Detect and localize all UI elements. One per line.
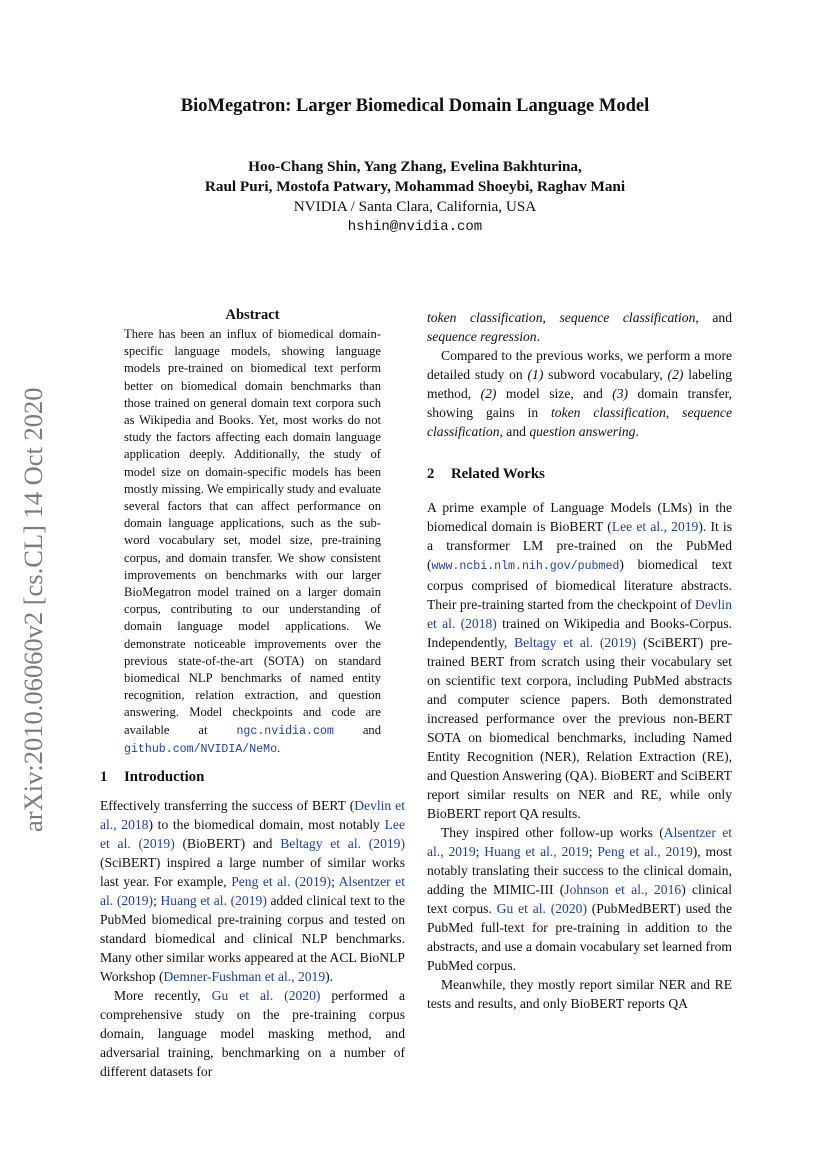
text: ) biomedical text corpus comprised of biomedical literature abstracts. Their pre-training started from the checkpoint of bbox=[427, 557, 732, 612]
citation-link[interactable]: Huang et al., 2019 bbox=[484, 844, 589, 859]
text: trained on Wikipedia and Books-Corpus. Independently, bbox=[427, 616, 733, 650]
italic-term: token classification bbox=[551, 405, 666, 420]
citation-link[interactable]: Alsentzer et al. (2019) bbox=[100, 874, 405, 909]
citation-link[interactable]: Peng et al., 2019 bbox=[597, 844, 693, 859]
text: ; bbox=[153, 893, 161, 909]
italic-term: (3) bbox=[612, 386, 629, 401]
text: added clinical text to the PubMed biomedical pre-training corpus and tested on standard biomedical and clinical NLP benchmarks. Many other similar works appeared at the ACL BioNLP Workshop ( bbox=[100, 893, 405, 985]
github-link[interactable]: github.com/NVIDIA/NeMo bbox=[124, 742, 278, 756]
text: ) to the biomedical domain, most notably bbox=[148, 817, 385, 833]
citation-link[interactable]: Devlin et al. (2018) bbox=[427, 597, 732, 631]
text: labeling method, bbox=[427, 367, 733, 401]
left-column bbox=[100, 306, 405, 1081]
text: ), most notably translating their success to the clinical domain, adding the MIMIC-III ( bbox=[427, 844, 732, 897]
text: ; bbox=[475, 844, 485, 859]
author-names-line-2: Raul Puri, Mostofa Patwary, Mohammad Shoeybi, Raghav Mani bbox=[204, 178, 626, 195]
text: (PubMedBERT) used the PubMed full-text for pre-training in addition to the abstracts, and use a domain vocabulary set learned from PubMed corpus. bbox=[427, 901, 732, 973]
text: ). It is a transformer LM pre-trained on the PubMed ( bbox=[427, 519, 733, 572]
citation-link[interactable]: Lee et al., 2019 bbox=[611, 519, 699, 534]
text: ) clinical text corpus. bbox=[427, 882, 732, 916]
citation-link[interactable]: Johnson et al., 2016 bbox=[564, 882, 682, 897]
citation-link[interactable]: Beltagy et al. (2019) bbox=[514, 635, 637, 650]
intro-paragraph-3 bbox=[427, 346, 732, 441]
section-heading-introduction bbox=[100, 768, 405, 787]
italic-term: sequence classification bbox=[427, 405, 732, 439]
author-email[interactable]: hshin@nvidia.com bbox=[347, 219, 483, 235]
text: A prime example of Language Models (LMs) in the biomedical domain is BioBERT ( bbox=[427, 500, 732, 534]
text: (SciBERT) inspired a large number of similar works last year. For example, bbox=[100, 855, 405, 890]
text: ; bbox=[331, 874, 339, 890]
italic-term: (2) bbox=[480, 386, 497, 401]
text: Meanwhile, they mostly report similar NER and RE tests and results, and only BioBERT reports QA bbox=[427, 977, 732, 1011]
text: , and bbox=[695, 310, 732, 325]
abstract-text: There has been an influx of biomedical domain-specific language models, showing language models pre-trained on biomedical text perform better on biomedical domain benchmarks than those trained on general domain text corpora such as Wikipedia and Books. Yet, most works do not study the factors affecting each domain language application deeply. Additionally, the study of model size on domain-specific models has been mostly missing. We empirically study and evaluate several factors that can affect performance on domain language applications, such as the sub-word vocabulary set, model size, pre-training corpus, and domain transfer. We show consistent improvements on benchmarks with our larger BioMegatron model trained on a larger domain corpus, contributing to our understanding of domain language model applications. We demonstrate noticeable improvements over the previous state-of-the-art (SOTA) on standard biomedical NLP benchmarks of named entity recognition, relation extraction, and question answering. Model checkpoints and code are available at bbox=[124, 327, 381, 737]
intro-paragraph-2-cont bbox=[427, 308, 732, 346]
text: . bbox=[635, 424, 639, 439]
citation-link[interactable]: Beltagy et al. (2019) bbox=[280, 836, 405, 852]
text: . bbox=[536, 329, 541, 344]
text: subword vocabulary, bbox=[543, 367, 668, 382]
text: More recently, bbox=[114, 988, 212, 1004]
italic-term: token classification bbox=[427, 310, 543, 325]
text: Effectively transferring the success of BERT ( bbox=[100, 798, 355, 814]
citation-link[interactable]: Gu et al. (2020) bbox=[496, 901, 587, 916]
ngc-link[interactable]: ngc.nvidia.com bbox=[236, 724, 334, 738]
citation-link[interactable]: Demner-Fushman et al., 2019 bbox=[163, 969, 326, 985]
citation-link[interactable]: Lee et al. (2019) bbox=[100, 817, 405, 852]
intro-paragraph-1 bbox=[100, 796, 405, 986]
citation-link[interactable]: Gu et al. (2020) bbox=[211, 988, 321, 1004]
pubmed-url-link[interactable]: www.ncbi.nlm.nih.gov/pubmed bbox=[431, 560, 620, 573]
author-names-line-1: Hoo-Chang Shin, Yang Zhang, Evelina Bakhturina, bbox=[248, 158, 582, 175]
text: They inspired other follow-up works ( bbox=[441, 825, 664, 840]
abstract-end: . bbox=[277, 740, 281, 755]
related-paragraph-1 bbox=[427, 498, 732, 823]
citation-link[interactable]: Devlin et al., 2018 bbox=[100, 798, 405, 833]
italic-term: (1) bbox=[527, 367, 544, 382]
italic-term: sequence classification bbox=[559, 310, 696, 325]
paper-title: BioMegatron: Larger Biomedical Domain Language Model bbox=[180, 96, 650, 116]
text: model size, and bbox=[496, 386, 613, 401]
text: (SciBERT) pre-trained BERT from scratch using their vocabulary set on scientific text corpora, including PubMed abstracts and computer science papers. Both demonstrated increased performance over the previous non-BERT SOTA on biomedical benchmarks, including Named Entity Recognition (NER), Relation Extraction (RE), and Question Answering (QA). BioBERT and SciBERT report similar results on NER and RE, while only BioBERT report QA results. bbox=[427, 635, 732, 821]
citation-link[interactable]: Peng et al. (2019) bbox=[231, 874, 332, 890]
citation-link[interactable]: Alsentzer et al., 2019 bbox=[427, 825, 733, 859]
text: performed a comprehensive study on the pre-training corpus domain, language model masking method, and adversarial training, benchmarking on a number of different datasets for bbox=[100, 988, 405, 1080]
section-number: 2 bbox=[427, 466, 435, 482]
section-title: Introduction bbox=[124, 769, 205, 786]
text: ; bbox=[588, 844, 598, 859]
text: ). bbox=[325, 969, 334, 985]
text: (BioBERT) and bbox=[174, 836, 281, 852]
intro-paragraph-2-start bbox=[100, 986, 405, 1081]
text: , bbox=[542, 310, 560, 325]
author-affiliation: NVIDIA / Santa Clara, California, USA bbox=[293, 198, 537, 215]
citation-link[interactable]: Huang et al. (2019) bbox=[160, 893, 267, 909]
italic-term: (2) bbox=[667, 367, 684, 382]
italic-term: sequence regression bbox=[427, 329, 537, 344]
text: Compared to the previous works, we perform a more detailed study on bbox=[427, 348, 732, 382]
abstract-heading: Abstract bbox=[225, 307, 280, 323]
abstract-and: and bbox=[362, 722, 381, 737]
text: domain transfer, showing gains in bbox=[427, 386, 732, 420]
related-paragraph-3 bbox=[427, 975, 732, 1013]
related-paragraph-2 bbox=[427, 823, 732, 975]
section-title: Related Works bbox=[451, 466, 545, 482]
arxiv-identifier-stamp: arXiv:2010.06060v2 [cs.CL] 14 Oct 2020 bbox=[18, 387, 48, 833]
author-block bbox=[100, 157, 730, 237]
italic-term: question answering bbox=[529, 424, 636, 439]
right-column bbox=[427, 308, 732, 1013]
section-heading-related-works bbox=[427, 465, 732, 484]
text: , and bbox=[499, 424, 530, 439]
text: , bbox=[665, 405, 683, 420]
section-number: 1 bbox=[100, 769, 108, 786]
abstract-body bbox=[100, 326, 405, 758]
